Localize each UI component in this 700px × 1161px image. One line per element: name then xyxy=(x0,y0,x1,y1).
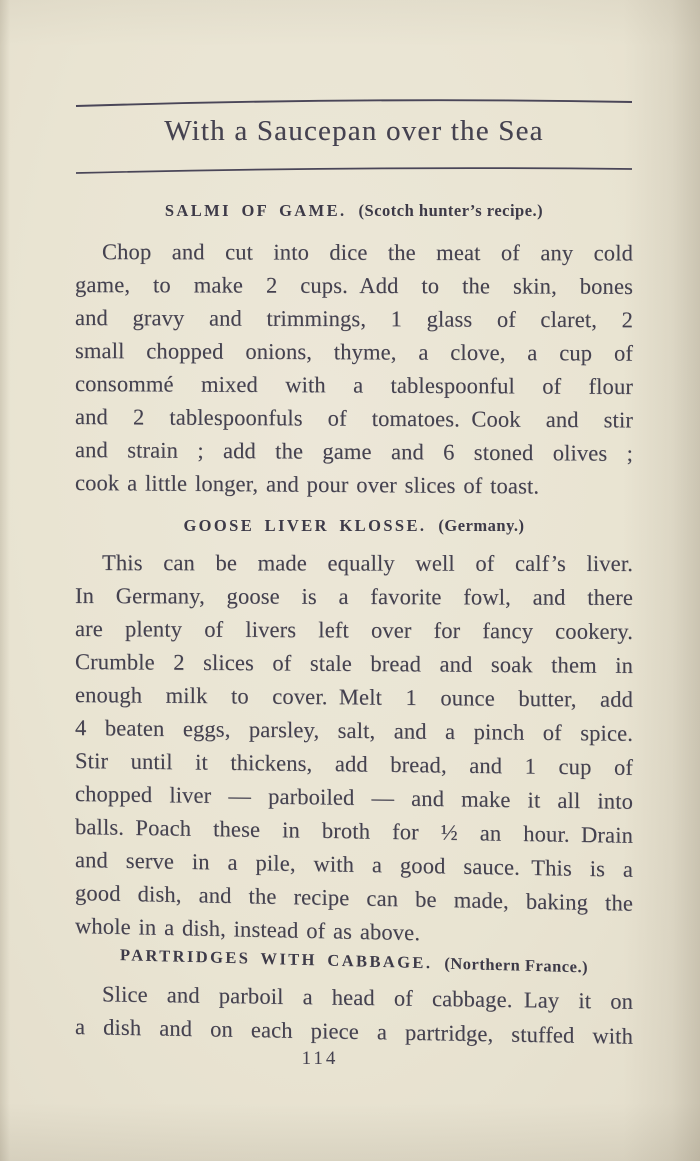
text-line: good dish, and the recipe can be made, baking the xyxy=(75,880,633,916)
text-line: and strain ; add the game and 6 stoned olives ; xyxy=(75,437,633,466)
page-content xyxy=(75,0,633,1161)
recipe-title: GOOSE LIVER KLOSSE. xyxy=(183,516,427,535)
recipe-heading-salmi-of-game xyxy=(75,200,633,222)
recipe-paragraph-goose-liver-klosse xyxy=(75,546,633,946)
recipe-origin-note: (Germany.) xyxy=(438,516,525,535)
text-line: are plenty of livers left over for fancy cookery. xyxy=(75,616,633,644)
text-line: consommé mixed with a tablespoonful of flour xyxy=(75,371,633,400)
text-line: In Germany, goose is a favorite fowl, and there xyxy=(75,583,633,610)
text-line: Stir until it thickens, add bread, and 1 cup of xyxy=(75,748,633,780)
recipe-title: PARTRIDGES WITH CABBAGE. xyxy=(119,945,433,973)
text-line: and serve in a pile, with a good sauce. This is a xyxy=(75,847,633,882)
text-line: and 2 tablespoonfuls of tomatoes. Cook and stir xyxy=(75,404,633,433)
title-underline-rule xyxy=(75,163,633,175)
recipe-paragraph-partridges-with-cabbage xyxy=(75,977,633,1049)
top-rule xyxy=(75,96,633,108)
text-line: cook a little longer, and pour over slices of toast. xyxy=(75,470,540,499)
text-line: 4 beaten eggs, parsley, salt, and a pinch of spice. xyxy=(75,715,633,746)
recipe-paragraph-salmi-of-game xyxy=(75,235,633,499)
text-line: small chopped onions, thyme, a clove, a cup of xyxy=(75,338,633,366)
text-line: and gravy and trimmings, 1 glass of claret, 2 xyxy=(75,305,633,333)
text-line: a dish and on each piece a partridge, stuffed with xyxy=(75,1014,633,1049)
text-line: Chop and cut into dice the meat of any cold xyxy=(102,239,633,266)
running-head-title: With a Saucepan over the Sea xyxy=(164,115,544,147)
text-line: Slice and parboil a head of cabbage. Lay it on xyxy=(102,981,633,1014)
text-line: whole in a dish, instead of as above. xyxy=(75,913,421,946)
page-number: 114 xyxy=(301,1048,339,1069)
recipe-origin-note: (Northern France.) xyxy=(444,953,589,977)
text-line: enough milk to cover. Melt 1 ounce butter, add xyxy=(75,682,633,712)
text-line: This can be made equally well of calf’s liver. xyxy=(102,550,633,576)
text-line: game, to make 2 cups. Add to the skin, bones xyxy=(75,272,633,299)
text-line: Crumble 2 slices of stale bread and soak them in xyxy=(75,649,633,678)
text-line: balls. Poach these in broth for ½ an hour. Drain xyxy=(75,814,633,848)
recipe-title: SALMI OF GAME. xyxy=(164,201,347,220)
recipe-origin-note: (Scotch hunter’s recipe.) xyxy=(358,201,544,220)
recipe-heading-goose-liver-klosse xyxy=(75,515,633,537)
text-line: chopped liver — parboiled — and make it all into xyxy=(75,781,633,814)
